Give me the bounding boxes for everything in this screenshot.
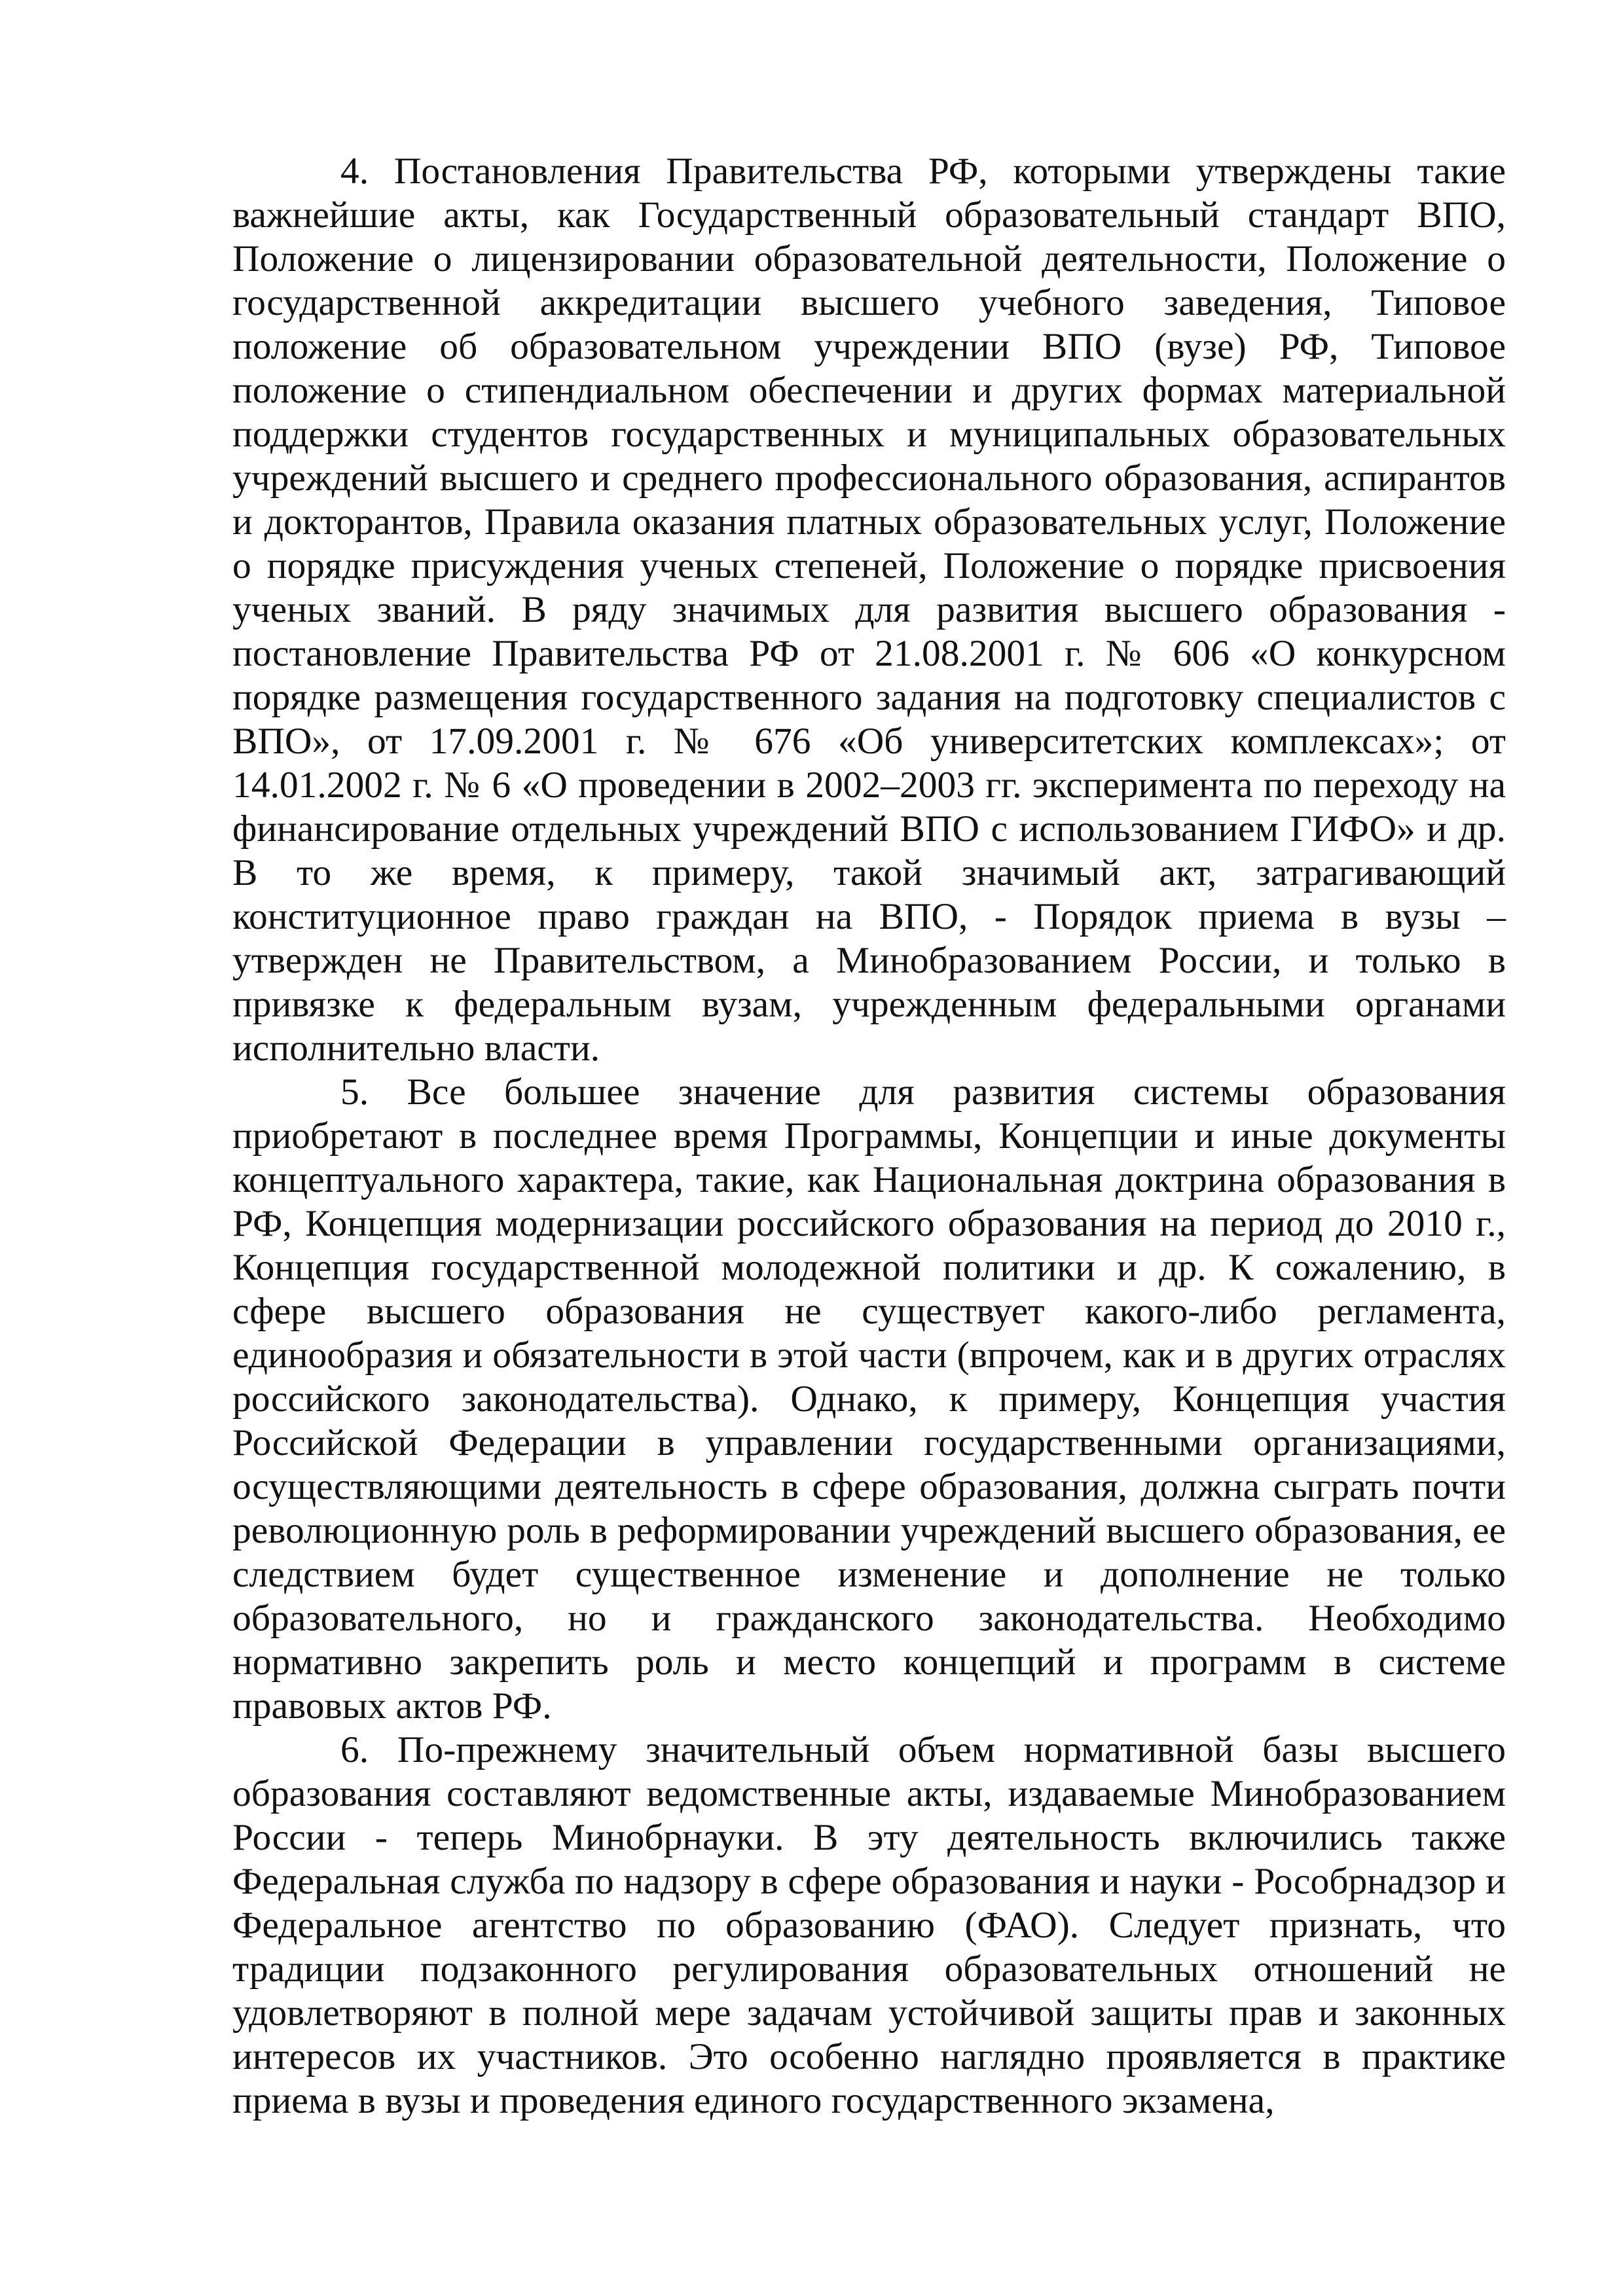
paragraph-4: 4. Постановления Правительства РФ, которыми утверждены такие важнейшие акты, как Государственный образовательный стандарт ВПО, Положение о лицензировании образовательной деятельности, Положение о государственной аккредитации высшего учебного заведения, Типовое положение об образовательном учреждении ВПО (вузе) РФ, Типовое положение о стипендиальном обеспечении и других формах материальной поддержки студентов государственных и муниципальных образовательных учреждений высшего и среднего профессионального образования, аспирантов и докторантов, Правила оказания платных образовательных услуг, Положение о порядке присуждения ученых степеней, Положение о порядке присвоения ученых званий. В ряду значимых для развития высшего образования - постановление Правительства РФ от 21.08.2001 г. № 606 «О конкурсном порядке размещения государственного задания на подготовку специалистов с ВПО», от 17.09.2001 г. № 676 «Об университетских комплексах»; от 14.01.2002 г. № 6 «О проведении в 2002–2003 гг. эксперимента по переходу на финансирование отдельных учреждений ВПО с использованием ГИФО» и др. В то же время, к примеру, такой значимый акт, затрагивающий конституционное право граждан на ВПО, - Порядок приема в вузы – утвержден не Правительством, а Минобразованием России, и только в привязке к федеральным вузам, учрежденным федеральными органами исполнительно власти. [232,151,1506,1069]
paragraph-5: 5. Все большее значение для развития системы образования приобретают в последнее время Программы, Концепции и иные документы концептуального характера, такие, как Национальная доктрина образования в РФ, Концепция модернизации российского образования на период до 2010 г., Концепция государственной молодежной политики и др. К сожалению, в сфере высшего образования не существует какого-либо регламента, единообразия и обязательности в этой части (впрочем, как и в других отраслях российского законодательства). Однако, к примеру, Концепция участия Российской Федерации в управлении государственными организациями, осуществляющими деятельность в сфере образования, должна сыграть почти революционную роль в реформировании учреждений высшего образования, ее следствием будет существенное изменение и дополнение не только образовательного, но и гражданского законодательства. Необходимо нормативно закрепить роль и место концепций и программ в системе правовых актов РФ. [232,1071,1506,1727]
paragraph-6: 6. По-прежнему значительный объем нормативной базы высшего образования составляют ведомственные акты, издаваемые Минобразованием России - теперь Минобрнауки. В эту деятельность включились также Федеральная служба по надзору в сфере образования и науки - Рособрнадзор и Федеральное агентство по образованию (ФАО). Следует признать, что традиции подзаконного регулирования образовательных отношений не удовлетворяют в полной мере задачам устойчивой защиты прав и законных интересов их участников. Это особенно наглядно проявляется в практике приема в вузы и проведения единого государственного экзамена, [232,1729,1506,2121]
document-page [232,149,1506,2123]
